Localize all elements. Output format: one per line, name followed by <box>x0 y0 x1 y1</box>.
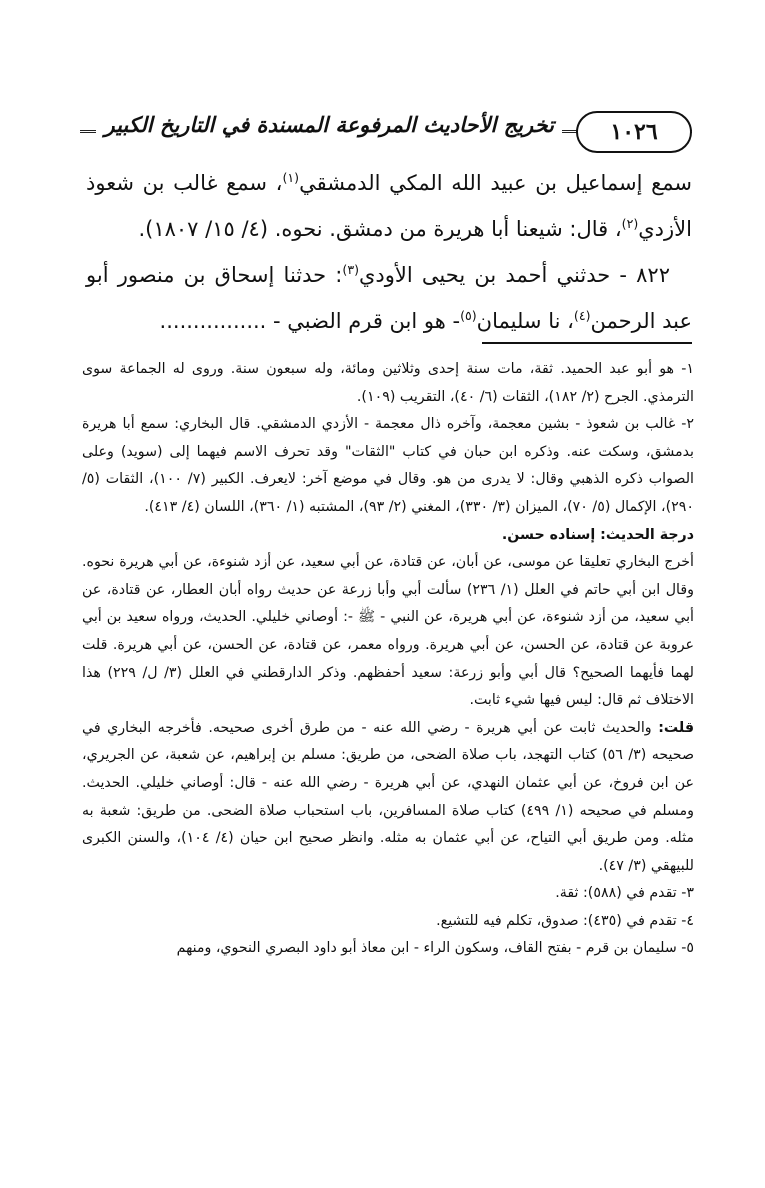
footnote-ref: (١) <box>282 170 300 185</box>
footnote-2: ٢- غالب بن شعوذ - بشين معجمة، وآخره ذال معجمة - الأزدي الدمشقي. قال البخاري: سمع أبا هريرة بدمشق، وسكت عنه. وذكره ابن حبان في كتاب "الثقات" وقد تحرف الاسم فيهما إلى (سويد) وعلى الصواب ذكره الذهبي وقال: لا يدرى من هو. وقال في موضع آخر: لايعرف. الكبير (٧/ ١٠٠)، الثقات (٥/ ٢٩٠)، الإكمال (٥/ ٧٠)، الميزان (٣/ ٣٣٠)، المغني (٢/ ٩٣)، المشتبه (١/ ٣٦٠)، اللسان (٤/ ٤١٣). <box>82 416 694 515</box>
footnotes <box>82 356 694 963</box>
text-segment: ، نا سليمان <box>476 309 574 333</box>
text-segment: : حدثنا إسحاق بن منصور أبو عبد الرحمن <box>86 263 692 333</box>
hadith-grade: درجة الحديث: إسناده حسن. <box>501 526 694 543</box>
footnote-ref: (٣) <box>342 262 359 277</box>
main-text <box>86 160 692 344</box>
narration-paragraph <box>86 160 692 252</box>
text-segment: سمع إسماعيل بن عبيد الله المكي الدمشقي <box>299 171 692 195</box>
text-segment: - هو ابن قرم الضبي - ................ <box>159 309 461 333</box>
running-title: تخريج الأحاديث المرفوعة المسندة في التاريخ الكبير <box>96 112 562 137</box>
qultu-paragraph <box>82 715 694 881</box>
footnote-ref: (٤) <box>573 308 591 323</box>
text-segment: ٨٢٢ - حدثني أحمد بن يحيى الأودي <box>359 263 670 287</box>
page-number-badge: ١٠٢٦ <box>576 111 692 153</box>
qultu-label: قلت: <box>658 719 694 736</box>
text-segment: ، قال: شيعنا أبا هريرة من دمشق. نحوه. (٤/ ١٥/ ١٨٠٧). <box>138 217 622 241</box>
qultu-text: والحديث ثابت عن أبي هريرة - رضي الله عنه - من طرق أخرى صحيحه. فأخرجه البخاري في صحيحه (٣/ ٥٦) كتاب التهجد، باب صلاة الضحى، من طريق: مسلم بن إبراهيم، عن شعبة، عن الجريري، عن ابن فروخ، عن أبي عثمان النهدي، عن أبي هريرة - رضي الله عنه - قال: أوصاني خليلي. الحديث. ومسلم في صحيحه (١/ ٤٩٩) كتاب صلاة المسافرين، باب استحباب صلاة الضحى. من طريق: شعبة به مثله. ومن طريق أبي التياح، عن أبي عثمان به مثله. وانظر صحيح ابن حيان (٤/ ١٠٤)، والسنن الكبرى للبيهقي (٣/ ٤٧). <box>82 719 695 874</box>
takhrij-paragraph: أخرج البخاري تعليقا عن موسى، عن أبان، عن قتادة، عن أبي سعيد، عن أزد شنوءة، عن أبي هريرة نحوه. وقال ابن أبي حاتم في العلل (١/ ٢٣٦) سألت أبي وأبا زرعة عن حديث رواه أبان العطار، عن قتادة، عن أبي سعيد، من أزد شنوءة، عن أبي هريرة، عن النبي - ﷺ -: أوصاني خليلي. الحديث، ورواه سعيد بن أبي عروبة عن قتادة، عن الحسن، عن أبي هريرة. ورواه معمر، عن قتادة، عن الحسن، عن أبي هريرة. قلت لهما فأيهما الصحيح؟ قال أبي وأبو زرعة: سعيد أحفظهم. وذكر الدارقطني في العلل (٣/ ل/ ٢٢٩) هذا الاختلاف ثم قال: ليس فيها شيء ثابت. <box>82 554 694 709</box>
footnote-5: ٥- سليمان بن قرم - بفتح القاف، وسكون الراء - ابن معاذ أبو داود البصري النحوي، ومنهم <box>176 940 694 957</box>
text-segment: ، سمع غالب بن شعوذ الأزدي <box>86 171 692 241</box>
footnote-ref: (٢) <box>621 216 639 231</box>
hadith-paragraph <box>86 252 692 344</box>
footnote-ref: (٥) <box>460 308 477 323</box>
footnote-4: ٤- تقدم في (٤٣٥): صدوق، تكلم فيه للتشيع. <box>436 912 694 929</box>
page-header <box>80 108 692 154</box>
footnote-1: ١- هو أبو عبد الحميد. ثقة، مات سنة إحدى وثلاثين ومائة، وله سبعون سنة. وروى له الجماعة سوى الترمذي. الجرح (٢/ ١٨٢)، الثقات (٦/ ٤٠)، التقريب (١٠٩). <box>82 361 694 405</box>
footnote-3: ٣- تقدم في (٥٨٨): ثقة. <box>555 885 694 902</box>
footnote-separator <box>482 342 692 344</box>
